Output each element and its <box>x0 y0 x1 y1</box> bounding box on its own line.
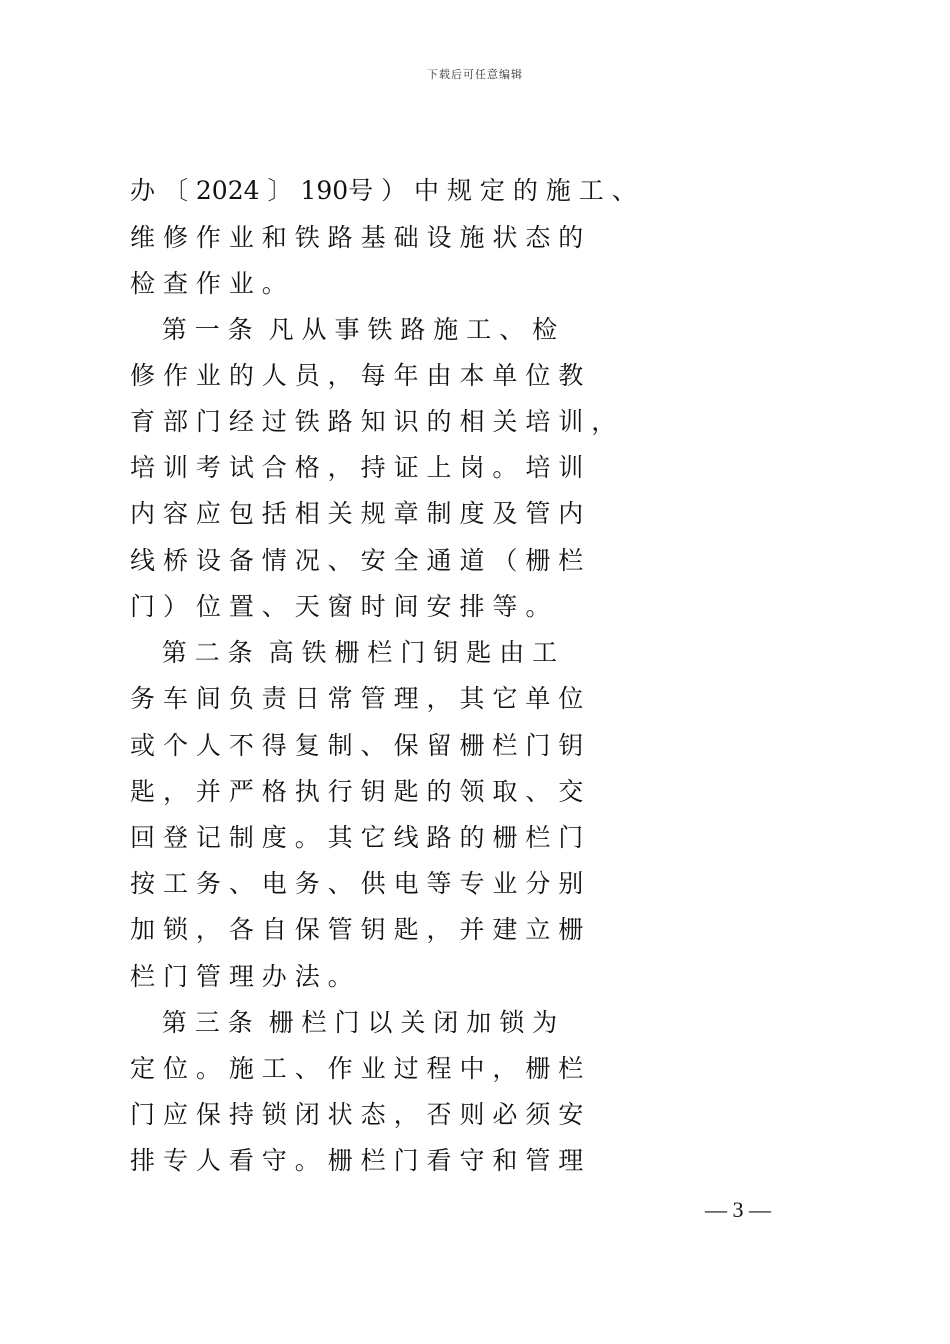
header-note: 下载后可任意编辑 <box>427 68 523 81</box>
text-line: 匙 ， 并 严 格 执 行 钥 匙 的 领 取 、 交 <box>130 777 584 806</box>
text-line: 办 〔 2024 〕 190号 ） 中 规 定 的 施 工 、 <box>130 176 637 205</box>
text-line: 回 登 记 制 度 。 其 它 线 路 的 栅 栏 门 <box>130 823 584 852</box>
text-line: 按 工 务 、 电 务 、 供 电 等 专 业 分 别 <box>130 869 584 898</box>
text-line: 线 桥 设 备 情 况 、 安 全 通 道 （ 栅 栏 <box>130 546 584 575</box>
text-line: 排 专 人 看 守 。 栅 栏 门 看 守 和 管 理 <box>130 1146 584 1175</box>
text-line: 培 训 考 试 合 格 ， 持 证 上 岗 。 培 训 <box>130 453 584 482</box>
article-3-heading-line: 第 三 条 栅 栏 门 以 关 闭 加 锁 为 <box>130 1008 558 1037</box>
text-line: 定 位 。 施 工 、 作 业 过 程 中 ， 栅 栏 <box>130 1054 584 1083</box>
text-line: 检 查 作 业 。 <box>130 269 287 298</box>
text-line: 门 应 保 持 锁 闭 状 态 ， 否 则 必 须 安 <box>130 1100 584 1129</box>
text-line: 或 个 人 不 得 复 制 、 保 留 栅 栏 门 钥 <box>130 731 584 760</box>
text-line: 加 锁 ， 各 自 保 管 钥 匙 ， 并 建 立 栅 <box>130 915 584 944</box>
text-line: 内 容 应 包 括 相 关 规 章 制 度 及 管 内 <box>130 499 584 528</box>
article-2-heading-line: 第 二 条 高 铁 栅 栏 门 钥 匙 由 工 <box>130 638 558 667</box>
page-number: — 3 — <box>705 1197 771 1222</box>
text-line: 维 修 作 业 和 铁 路 基 础 设 施 状 态 的 <box>130 223 584 252</box>
text-line: 务 车 间 负 责 日 常 管 理 ， 其 它 单 位 <box>130 684 584 713</box>
text-line: 修 作 业 的 人 员 ， 每 年 由 本 单 位 教 <box>130 361 584 390</box>
text-line: 栏 门 管 理 办 法 。 <box>130 962 353 991</box>
text-line: 门 ） 位 置 、 天 窗 时 间 安 排 等 。 <box>130 592 551 621</box>
article-1-heading-line: 第 一 条 凡 从 事 铁 路 施 工 、 检 <box>130 315 558 344</box>
text-line: 育 部 门 经 过 铁 路 知 识 的 相 关 培 训 ， <box>130 407 617 436</box>
